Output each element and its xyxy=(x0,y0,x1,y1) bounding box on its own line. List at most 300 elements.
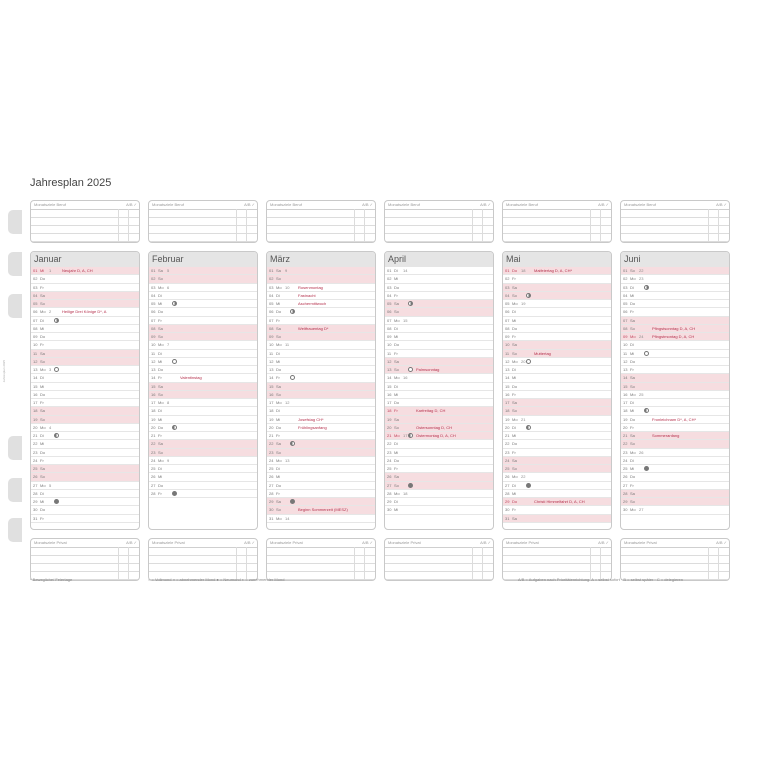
goal-private-line[interactable] xyxy=(267,564,375,572)
day-row[interactable] xyxy=(621,424,729,432)
day-row[interactable] xyxy=(149,317,257,325)
goal-private-line[interactable] xyxy=(267,556,375,564)
waning-moon-icon xyxy=(526,425,531,430)
day-row[interactable] xyxy=(31,457,139,465)
day-row[interactable] xyxy=(503,366,611,374)
day-row[interactable] xyxy=(31,275,139,283)
day-row[interactable] xyxy=(385,391,493,399)
goal-job-line[interactable] xyxy=(503,234,611,242)
day-row[interactable] xyxy=(621,358,729,366)
day-row[interactable] xyxy=(385,473,493,481)
day-number: 10 xyxy=(269,342,274,348)
day-row[interactable] xyxy=(149,383,257,391)
day-row[interactable] xyxy=(385,333,493,341)
day-row[interactable] xyxy=(31,391,139,399)
weekday: Mi xyxy=(40,383,45,389)
day-row[interactable] xyxy=(503,432,611,440)
day-row[interactable] xyxy=(149,374,257,382)
day-number: 27 xyxy=(623,482,628,488)
weekday: Di xyxy=(40,490,44,496)
day-row[interactable] xyxy=(385,416,493,424)
day-row[interactable] xyxy=(31,284,139,292)
day-row[interactable] xyxy=(149,292,257,300)
day-row[interactable] xyxy=(503,308,611,316)
day-number: 30 xyxy=(33,507,38,513)
weekday: Mi xyxy=(158,301,163,306)
day-row[interactable] xyxy=(621,308,729,316)
day-row[interactable] xyxy=(149,308,257,316)
goal-private-line[interactable] xyxy=(385,572,493,580)
day-row[interactable] xyxy=(621,317,729,325)
day-row[interactable] xyxy=(31,350,139,358)
month-title: März xyxy=(267,252,375,267)
day-row[interactable] xyxy=(503,449,611,457)
goal-private-line[interactable] xyxy=(503,564,611,572)
day-row[interactable] xyxy=(149,473,257,481)
day-row[interactable] xyxy=(621,333,729,341)
day-row[interactable] xyxy=(503,350,611,358)
day-row[interactable] xyxy=(621,432,729,440)
goal-private-line[interactable] xyxy=(149,564,257,572)
goal-job-line[interactable] xyxy=(149,234,257,242)
day-row[interactable] xyxy=(385,498,493,506)
goal-job-line[interactable] xyxy=(267,234,375,242)
day-row[interactable] xyxy=(31,366,139,374)
day-row[interactable] xyxy=(149,333,257,341)
goal-job-line[interactable] xyxy=(503,226,611,234)
week-number: 23 xyxy=(639,276,644,282)
day-row[interactable] xyxy=(267,498,375,506)
goal-job-line[interactable] xyxy=(267,218,375,226)
day-row[interactable] xyxy=(31,383,139,391)
day-row[interactable] xyxy=(385,366,493,374)
day-row[interactable] xyxy=(31,399,139,407)
weekday: So xyxy=(512,350,517,356)
day-row[interactable] xyxy=(267,440,375,448)
goal-job-line[interactable] xyxy=(31,210,139,218)
day-row[interactable] xyxy=(621,300,729,308)
day-row[interactable] xyxy=(385,292,493,300)
weekday: Do xyxy=(630,358,636,364)
day-row[interactable] xyxy=(503,515,611,523)
goal-job-line[interactable] xyxy=(621,234,729,242)
day-row[interactable] xyxy=(149,440,257,448)
day-row[interactable] xyxy=(385,457,493,465)
day-row[interactable] xyxy=(503,457,611,465)
weekday: So xyxy=(40,301,45,306)
day-number: 01 xyxy=(151,268,156,273)
day-row[interactable] xyxy=(503,416,611,424)
day-row[interactable] xyxy=(149,325,257,333)
goal-job-line[interactable] xyxy=(385,234,493,242)
week-number: 7 xyxy=(167,342,170,348)
day-row[interactable] xyxy=(31,515,139,523)
day-row[interactable] xyxy=(385,317,493,325)
day-row[interactable] xyxy=(31,440,139,448)
goal-job-line[interactable] xyxy=(31,218,139,226)
weekday: Fr xyxy=(630,367,634,372)
day-row[interactable] xyxy=(31,317,139,325)
day-row[interactable] xyxy=(621,341,729,349)
goal-private-line[interactable] xyxy=(621,556,729,564)
month-0 xyxy=(30,251,140,530)
day-row[interactable] xyxy=(149,449,257,457)
day-row[interactable] xyxy=(149,424,257,432)
day-row[interactable] xyxy=(621,416,729,424)
day-number: 18 xyxy=(623,408,628,414)
day-row[interactable] xyxy=(385,300,493,308)
weekday: Mi xyxy=(40,268,45,273)
day-row[interactable] xyxy=(503,490,611,498)
day-row[interactable] xyxy=(31,490,139,498)
day-row[interactable] xyxy=(503,383,611,391)
goal-private-box[interactable] xyxy=(30,538,140,581)
day-number: 15 xyxy=(387,383,392,389)
day-row[interactable] xyxy=(503,498,611,506)
goal-job-line[interactable] xyxy=(31,226,139,234)
day-row[interactable] xyxy=(267,325,375,333)
day-row[interactable] xyxy=(621,465,729,473)
goal-private-line[interactable] xyxy=(621,564,729,572)
day-row[interactable] xyxy=(267,300,375,308)
day-row[interactable] xyxy=(503,284,611,292)
day-row[interactable] xyxy=(621,325,729,333)
day-number: 12 xyxy=(623,358,628,364)
day-row[interactable] xyxy=(149,284,257,292)
week-number: 5 xyxy=(49,482,52,488)
day-row[interactable] xyxy=(31,358,139,366)
weekday: Do xyxy=(40,334,46,339)
day-row[interactable] xyxy=(31,341,139,349)
day-row[interactable] xyxy=(621,350,729,358)
weekday: Mi xyxy=(158,358,163,364)
day-row[interactable] xyxy=(621,374,729,382)
day-row[interactable] xyxy=(267,284,375,292)
weekday: Fr xyxy=(394,350,398,356)
day-row[interactable] xyxy=(267,482,375,490)
day-row[interactable] xyxy=(267,391,375,399)
goal-private-marker: A/B ✓ xyxy=(598,540,609,545)
day-number: 02 xyxy=(269,276,274,282)
goal-private-line[interactable] xyxy=(503,548,611,556)
goal-job-line[interactable] xyxy=(621,226,729,234)
day-row[interactable] xyxy=(149,465,257,473)
goal-job-line[interactable] xyxy=(385,218,493,226)
day-row[interactable] xyxy=(267,506,375,514)
day-row[interactable] xyxy=(267,333,375,341)
day-row[interactable] xyxy=(621,275,729,283)
day-row[interactable] xyxy=(503,267,611,275)
day-row[interactable] xyxy=(31,374,139,382)
day-row[interactable] xyxy=(621,490,729,498)
day-row[interactable] xyxy=(503,317,611,325)
day-number: 22 xyxy=(151,441,156,447)
day-row[interactable] xyxy=(31,407,139,415)
goal-private-header xyxy=(503,539,611,548)
goal-divider xyxy=(590,547,591,580)
day-row[interactable] xyxy=(149,407,257,415)
day-row[interactable] xyxy=(267,457,375,465)
day-row[interactable] xyxy=(621,366,729,374)
day-row[interactable] xyxy=(503,473,611,481)
day-row[interactable] xyxy=(385,350,493,358)
day-row[interactable] xyxy=(267,267,375,275)
day-number: 12 xyxy=(387,358,392,364)
day-number: 17 xyxy=(623,400,628,405)
goal-private-box[interactable] xyxy=(266,538,376,581)
day-row[interactable] xyxy=(31,424,139,432)
day-row[interactable] xyxy=(385,358,493,366)
weekday: Mo xyxy=(158,457,164,463)
day-row[interactable] xyxy=(31,506,139,514)
weekday: So xyxy=(630,383,635,389)
goal-job-line[interactable] xyxy=(267,210,375,218)
day-row[interactable] xyxy=(621,440,729,448)
day-row[interactable] xyxy=(267,399,375,407)
goal-private-line[interactable] xyxy=(385,556,493,564)
day-row[interactable] xyxy=(31,333,139,341)
goal-job-line[interactable] xyxy=(621,210,729,218)
weekday: Do xyxy=(276,482,282,488)
weekday: Sa xyxy=(276,499,281,504)
day-row[interactable] xyxy=(267,416,375,424)
day-row[interactable] xyxy=(385,440,493,448)
day-row[interactable] xyxy=(621,284,729,292)
goal-job-line[interactable] xyxy=(267,226,375,234)
day-row[interactable] xyxy=(31,267,139,275)
day-row[interactable] xyxy=(267,317,375,325)
day-row[interactable] xyxy=(385,482,493,490)
day-row[interactable] xyxy=(31,465,139,473)
day-row[interactable] xyxy=(267,473,375,481)
event-text: Ostermontag D, A, CH xyxy=(416,433,456,438)
day-row[interactable] xyxy=(31,325,139,333)
goal-job-box[interactable] xyxy=(30,200,140,243)
event-text: Christi Himmelfahrt D, A, CH xyxy=(534,499,585,504)
day-row[interactable] xyxy=(621,407,729,415)
goal-job-line[interactable] xyxy=(503,210,611,218)
day-row[interactable] xyxy=(267,341,375,349)
day-row[interactable] xyxy=(267,383,375,391)
day-row[interactable] xyxy=(385,399,493,407)
goal-private-box[interactable] xyxy=(148,538,258,581)
day-row[interactable] xyxy=(149,275,257,283)
day-row[interactable] xyxy=(267,308,375,316)
day-row[interactable] xyxy=(31,292,139,300)
day-row[interactable] xyxy=(149,341,257,349)
day-row[interactable] xyxy=(149,350,257,358)
goal-job-line[interactable] xyxy=(385,226,493,234)
event-text: Palmsonntag xyxy=(416,367,440,372)
day-row[interactable] xyxy=(31,300,139,308)
day-row[interactable] xyxy=(31,482,139,490)
day-row[interactable] xyxy=(149,267,257,275)
day-row[interactable] xyxy=(267,515,375,523)
goal-job-line[interactable] xyxy=(385,210,493,218)
day-number: 01 xyxy=(269,268,274,273)
day-row[interactable] xyxy=(31,432,139,440)
day-row[interactable] xyxy=(503,292,611,300)
weekday: Do xyxy=(158,367,164,372)
goal-private-line[interactable] xyxy=(503,556,611,564)
event-text: Valentinstag xyxy=(180,375,202,381)
goal-private-box[interactable] xyxy=(384,538,494,581)
goal-private-line[interactable] xyxy=(385,548,493,556)
goal-job-box[interactable] xyxy=(384,200,494,243)
day-number: 19 xyxy=(33,416,38,422)
day-row[interactable] xyxy=(149,457,257,465)
day-row[interactable] xyxy=(267,350,375,358)
day-number: 21 xyxy=(269,433,274,438)
day-number: 10 xyxy=(151,342,156,348)
goal-private-box[interactable] xyxy=(502,538,612,581)
day-row[interactable] xyxy=(385,308,493,316)
day-row[interactable] xyxy=(267,449,375,457)
day-row[interactable] xyxy=(149,300,257,308)
day-row[interactable] xyxy=(385,275,493,283)
goal-job-box[interactable] xyxy=(502,200,612,243)
day-row[interactable] xyxy=(149,416,257,424)
goal-job-line[interactable] xyxy=(149,226,257,234)
day-row[interactable] xyxy=(385,490,493,498)
day-number: 25 xyxy=(623,466,628,471)
day-row[interactable] xyxy=(31,498,139,506)
weekday: Sa xyxy=(276,441,281,447)
goal-job-box[interactable] xyxy=(620,200,730,243)
day-row[interactable] xyxy=(503,482,611,490)
day-number: 21 xyxy=(33,433,38,438)
day-number: 10 xyxy=(505,342,510,348)
day-number: 25 xyxy=(269,466,274,471)
day-row[interactable] xyxy=(621,498,729,506)
day-number: 17 xyxy=(269,400,274,405)
goal-job-box[interactable] xyxy=(266,200,376,243)
day-row[interactable] xyxy=(31,308,139,316)
goal-private-line[interactable] xyxy=(149,548,257,556)
goal-job-line[interactable] xyxy=(621,218,729,226)
day-row[interactable] xyxy=(621,482,729,490)
day-row[interactable] xyxy=(385,325,493,333)
goal-job-line[interactable] xyxy=(31,234,139,242)
goal-private-line[interactable] xyxy=(385,564,493,572)
day-row[interactable] xyxy=(149,391,257,399)
day-row[interactable] xyxy=(385,432,493,440)
goal-private-line[interactable] xyxy=(621,548,729,556)
day-number: 05 xyxy=(33,301,38,306)
day-row[interactable] xyxy=(621,506,729,514)
goal-job-line[interactable] xyxy=(149,210,257,218)
day-row[interactable] xyxy=(503,374,611,382)
goal-job-line[interactable] xyxy=(149,218,257,226)
day-row[interactable] xyxy=(503,341,611,349)
day-row[interactable] xyxy=(621,267,729,275)
day-row[interactable] xyxy=(267,424,375,432)
goal-job-box[interactable] xyxy=(148,200,258,243)
day-row[interactable] xyxy=(621,383,729,391)
day-row[interactable] xyxy=(31,473,139,481)
day-row[interactable] xyxy=(149,482,257,490)
day-row[interactable] xyxy=(267,407,375,415)
day-row[interactable] xyxy=(503,300,611,308)
day-row[interactable] xyxy=(503,407,611,415)
day-row[interactable] xyxy=(621,457,729,465)
day-row[interactable] xyxy=(503,506,611,514)
day-row[interactable] xyxy=(503,391,611,399)
day-number: 14 xyxy=(623,375,628,381)
weekday: So xyxy=(158,449,163,455)
day-row[interactable] xyxy=(385,465,493,473)
goal-private-header xyxy=(149,539,257,548)
day-row[interactable] xyxy=(503,440,611,448)
day-row[interactable] xyxy=(621,449,729,457)
day-row[interactable] xyxy=(267,374,375,382)
weekday: Mo xyxy=(394,433,400,438)
day-row[interactable] xyxy=(621,391,729,399)
day-row[interactable] xyxy=(621,399,729,407)
day-row[interactable] xyxy=(267,275,375,283)
weekday: Mi xyxy=(394,449,399,455)
day-row[interactable] xyxy=(385,506,493,514)
day-row[interactable] xyxy=(385,424,493,432)
day-row[interactable] xyxy=(503,465,611,473)
week-number: 26 xyxy=(639,449,644,455)
day-row[interactable] xyxy=(267,490,375,498)
day-row[interactable] xyxy=(149,490,257,498)
goal-private-line[interactable] xyxy=(31,556,139,564)
day-row[interactable] xyxy=(385,383,493,391)
day-row[interactable] xyxy=(385,449,493,457)
day-row[interactable] xyxy=(149,399,257,407)
goal-job-line[interactable] xyxy=(503,218,611,226)
weekday: Mi xyxy=(276,474,281,480)
day-row[interactable] xyxy=(267,358,375,366)
day-row[interactable] xyxy=(267,366,375,374)
day-row[interactable] xyxy=(503,399,611,407)
day-row[interactable] xyxy=(149,432,257,440)
day-row[interactable] xyxy=(503,424,611,432)
weekday: Di xyxy=(276,408,280,414)
day-number: 05 xyxy=(623,301,628,306)
day-row[interactable] xyxy=(503,325,611,333)
day-row[interactable] xyxy=(149,366,257,374)
week-number: 12 xyxy=(285,400,290,405)
day-number: 26 xyxy=(623,474,628,480)
goal-private-line[interactable] xyxy=(31,548,139,556)
day-row[interactable] xyxy=(267,465,375,473)
day-row[interactable] xyxy=(503,275,611,283)
day-row[interactable] xyxy=(385,341,493,349)
weekday: Mo xyxy=(276,342,282,348)
goal-private-line[interactable] xyxy=(267,548,375,556)
day-row[interactable] xyxy=(385,284,493,292)
goal-job-header xyxy=(385,201,493,210)
day-row[interactable] xyxy=(267,292,375,300)
day-row[interactable] xyxy=(621,473,729,481)
day-row[interactable] xyxy=(31,416,139,424)
day-row[interactable] xyxy=(149,358,257,366)
day-row[interactable] xyxy=(31,449,139,457)
day-row[interactable] xyxy=(385,407,493,415)
day-row[interactable] xyxy=(385,374,493,382)
goal-private-line[interactable] xyxy=(149,556,257,564)
day-row[interactable] xyxy=(621,292,729,300)
goal-private-box[interactable] xyxy=(620,538,730,581)
day-row[interactable] xyxy=(267,432,375,440)
day-row[interactable] xyxy=(385,267,493,275)
goal-private-line[interactable] xyxy=(31,564,139,572)
day-row[interactable] xyxy=(503,358,611,366)
day-row[interactable] xyxy=(503,333,611,341)
